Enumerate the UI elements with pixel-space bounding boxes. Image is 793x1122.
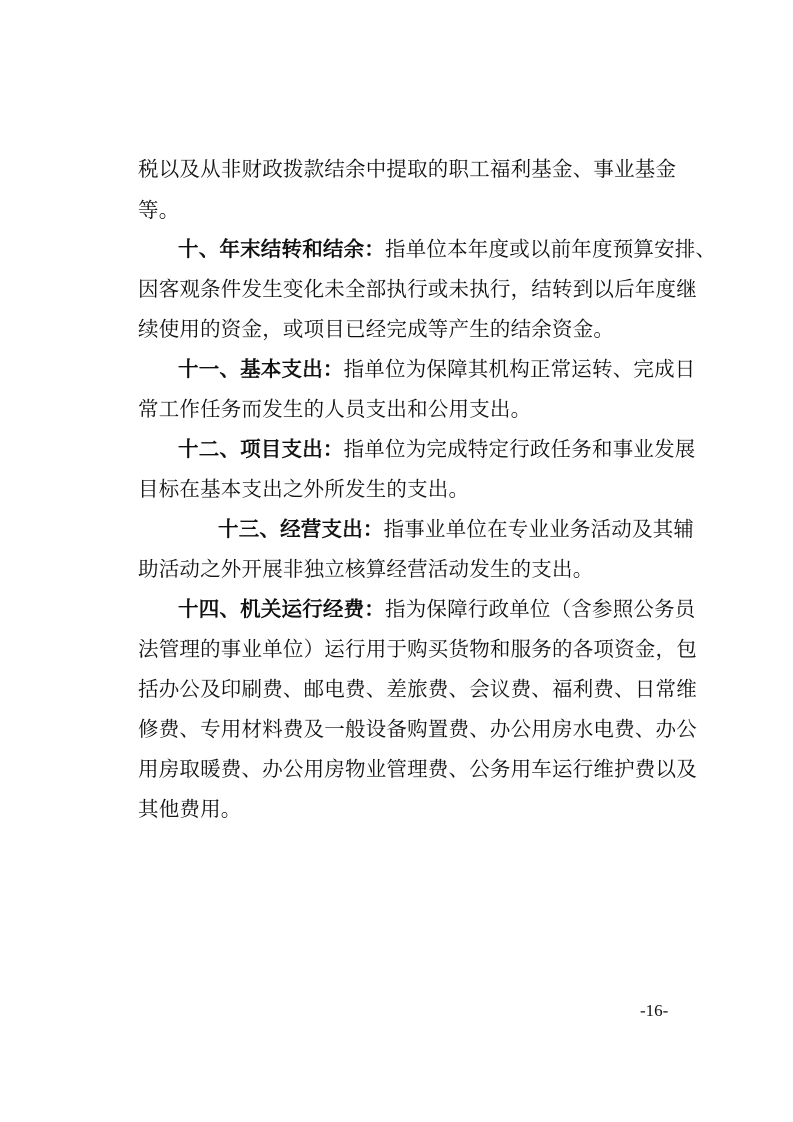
- term-heading: 十一、基本支出：: [178, 357, 344, 381]
- paragraph-line: 目标在基本支出之外所发生的支出。: [138, 477, 470, 501]
- definition-text: 指事业单位在专业业务活动及其辅: [383, 517, 695, 541]
- paragraph-line: 修费、专用材料费及一般设备购置费、办公用房水电费、办公: [138, 717, 697, 741]
- paragraph-line: 括办公及印刷费、邮电费、差旅费、会议费、福利费、日常维: [138, 677, 697, 701]
- paragraph-first-line: [178, 355, 698, 383]
- paragraph-line: 用房取暖费、办公用房物业管理费、公务用车运行维护费以及: [138, 757, 697, 781]
- paragraph-first-line: [178, 235, 717, 263]
- paragraph-line: 续使用的资金，或项目已经完成等产生的结余资金。: [138, 317, 615, 341]
- paragraph-line: 等。: [138, 198, 180, 222]
- paragraph-line: 常工作任务而发生的人员支出和公用支出。: [138, 397, 532, 421]
- term-heading: 十四、机关运行经费：: [178, 597, 385, 621]
- paragraph-line: 法管理的事业单位）运行用于购买货物和服务的各项资金，包: [138, 637, 697, 661]
- definition-text: 指单位为完成特定行政任务和事业发展: [343, 437, 696, 461]
- definition-text: 指单位为保障其机构正常运转、完成日: [343, 357, 696, 381]
- paragraph-line: 其他费用。: [138, 797, 242, 821]
- paragraph-first-line: [178, 595, 698, 623]
- term-heading: 十三、经营支出：: [218, 517, 384, 541]
- term-heading: 十、年末结转和结余：: [178, 237, 385, 261]
- paragraph-line: 因客观条件发生变化未全部执行或未执行，结转到以后年度继: [138, 277, 697, 301]
- paragraph-line: 税以及从非财政拨款结余中提取的职工福利基金、事业基金: [138, 157, 677, 181]
- paragraph-line: 助活动之外开展非独立核算经营活动发生的支出。: [138, 557, 594, 581]
- paragraph-first-line: [218, 515, 698, 543]
- page-number: -16-: [640, 1001, 669, 1020]
- definition-text: 指为保障行政单位（含参照公务员: [385, 597, 696, 621]
- term-heading: 十二、项目支出：: [178, 437, 344, 461]
- paragraph-first-line: [178, 435, 698, 463]
- definition-text: 指单位本年度或以前年度预算安排、: [385, 237, 717, 261]
